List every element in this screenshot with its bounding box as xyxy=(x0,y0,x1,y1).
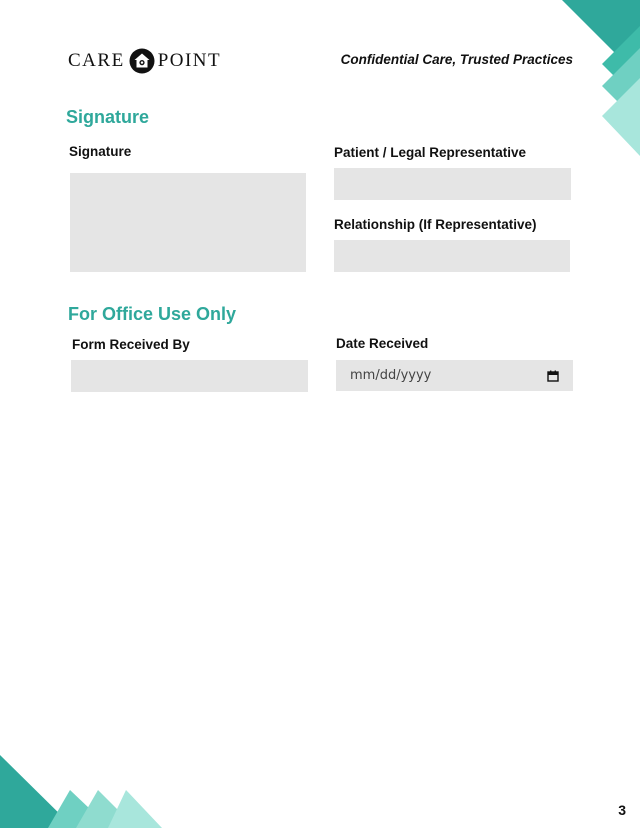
home-icon xyxy=(129,48,155,74)
patient-representative-input[interactable] xyxy=(334,168,571,200)
date-received-input[interactable] xyxy=(336,360,573,391)
page-number: 3 xyxy=(618,802,626,818)
relationship-input[interactable] xyxy=(334,240,570,272)
calendar-icon[interactable] xyxy=(547,370,559,382)
signature-section-title: Signature xyxy=(66,107,150,127)
care-point-logo xyxy=(68,48,221,74)
logo-word-left: CARE xyxy=(68,50,125,71)
form-received-by-label: Form Received By xyxy=(72,337,190,352)
office-use-section-title: For Office Use Only xyxy=(68,304,237,324)
header-tagline: Confidential Care, Trusted Practices xyxy=(340,52,573,67)
logo-word-right: POINT xyxy=(157,50,222,71)
relationship-label: Relationship (If Representative) xyxy=(334,217,537,232)
date-received-label: Date Received xyxy=(336,336,429,351)
page-header xyxy=(68,46,573,76)
form-received-by-input[interactable] xyxy=(71,360,308,392)
signature-label: Signature xyxy=(69,144,132,159)
signature-field[interactable] xyxy=(70,173,306,272)
patient-representative-label: Patient / Legal Representative xyxy=(334,145,527,160)
date-placeholder: mm/dd/yyyy xyxy=(350,368,432,383)
